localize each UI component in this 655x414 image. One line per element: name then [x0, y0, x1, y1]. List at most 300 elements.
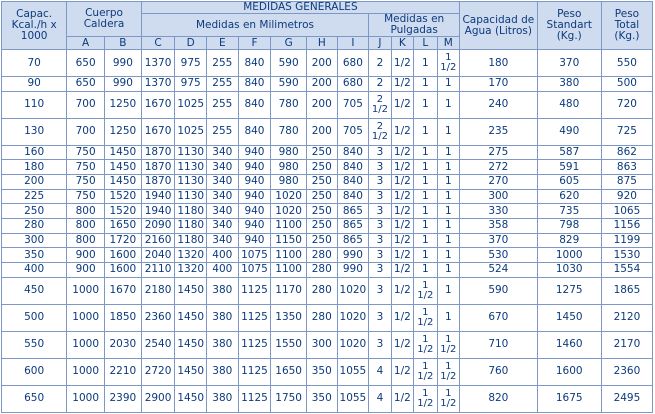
cell-d: 975: [175, 77, 207, 92]
header-col-f: F: [238, 37, 271, 50]
cell-agua: 670: [460, 304, 538, 331]
cell-h: 250: [306, 204, 337, 219]
cell-f: 940: [238, 218, 271, 233]
cell-f: 840: [238, 77, 271, 92]
cell-g: 1150: [271, 233, 307, 248]
header-peso-total: Peso Total (Kg.): [601, 2, 652, 50]
cell-f: 1125: [238, 385, 271, 412]
cell-c: 1670: [141, 118, 175, 145]
header-peso-standart: Peso Standart (Kg.): [537, 2, 601, 50]
cell-f: 840: [238, 50, 271, 77]
cell-cap: 250: [2, 204, 67, 219]
fraction-part: 1/2: [417, 316, 434, 328]
table-row: [2, 91, 653, 118]
cell-cap: 90: [2, 77, 67, 92]
cell-h: 250: [306, 233, 337, 248]
cell-k: 1/2: [391, 218, 413, 233]
cell-f: 840: [238, 118, 271, 145]
header-medidas-mm: Medidas en Milimetros: [141, 14, 368, 37]
cell-e: 380: [207, 304, 239, 331]
cell-h: 250: [306, 175, 337, 190]
cell-c: 2040: [141, 248, 175, 263]
cell-f: 940: [238, 160, 271, 175]
cell-h: 250: [306, 145, 337, 160]
cell-g: 1100: [271, 218, 307, 233]
cell-ps: 370: [537, 50, 601, 77]
cell-pt: 920: [601, 189, 652, 204]
table-row: [2, 358, 653, 385]
cell-ps: 1600: [537, 358, 601, 385]
fraction-whole: 1: [422, 333, 429, 345]
cell-i: 840: [337, 160, 369, 175]
cell-ps: 380: [537, 77, 601, 92]
cell-k: 1/2: [391, 262, 413, 277]
cell-e: 255: [207, 91, 239, 118]
cell-k: 1/2: [391, 189, 413, 204]
header-col-b: B: [105, 37, 142, 50]
cell-pt: 875: [601, 175, 652, 190]
cell-cap: 550: [2, 331, 67, 358]
table-row: [2, 189, 653, 204]
cell-a: 800: [67, 218, 105, 233]
fraction-whole: 1: [445, 387, 452, 399]
cell-cap: 70: [2, 50, 67, 77]
cell-cap: 400: [2, 262, 67, 277]
cell-b: 1520: [105, 204, 142, 219]
cell-agua: 270: [460, 175, 538, 190]
cell-m: 1: [437, 77, 460, 92]
cell-i: 1020: [337, 304, 369, 331]
cell-cap: 600: [2, 358, 67, 385]
header-medidas-pulg: Medidas en Pulgadas: [369, 14, 460, 37]
cell-j: 3: [369, 233, 391, 248]
cell-ps: 798: [537, 218, 601, 233]
cell-c: 2180: [141, 277, 175, 304]
cell-b: 1720: [105, 233, 142, 248]
header-col-d: D: [175, 37, 207, 50]
header-col-h: H: [306, 37, 337, 50]
cell-g: 1750: [271, 385, 307, 412]
table-row: [2, 160, 653, 175]
cell-a: 750: [67, 160, 105, 175]
cell-l: 1: [414, 218, 437, 233]
table-row: [2, 262, 653, 277]
cell-b: 1450: [105, 145, 142, 160]
cell-j: 3: [369, 160, 391, 175]
cell-c: 2090: [141, 218, 175, 233]
cell-g: 1100: [271, 248, 307, 263]
cell-g: 1170: [271, 277, 307, 304]
cell-b: 2030: [105, 331, 142, 358]
cell-g: 1650: [271, 358, 307, 385]
cell-b: 1600: [105, 262, 142, 277]
table-row: [2, 204, 653, 219]
cell-h: 280: [306, 277, 337, 304]
cell-j: [369, 118, 391, 145]
cell-pt: 725: [601, 118, 652, 145]
cell-e: 255: [207, 118, 239, 145]
cell-ps: 591: [537, 160, 601, 175]
cell-e: 340: [207, 160, 239, 175]
cell-pt: 720: [601, 91, 652, 118]
cell-a: 1000: [67, 277, 105, 304]
cell-d: 1320: [175, 248, 207, 263]
fraction-whole: 1: [422, 279, 429, 291]
cell-d: 1450: [175, 277, 207, 304]
cell-i: 840: [337, 175, 369, 190]
cell-e: 340: [207, 189, 239, 204]
fraction-whole: 1: [445, 360, 452, 372]
cell-agua: 358: [460, 218, 538, 233]
cell-ps: 587: [537, 145, 601, 160]
fraction-part: 1/2: [417, 397, 434, 409]
cell-k: 1/2: [391, 248, 413, 263]
cell-c: 1870: [141, 145, 175, 160]
cell-a: 900: [67, 248, 105, 263]
cell-cap: 225: [2, 189, 67, 204]
cell-d: 1180: [175, 204, 207, 219]
cell-f: 840: [238, 91, 271, 118]
cell-m: [437, 358, 460, 385]
cell-d: 1450: [175, 358, 207, 385]
cell-m: 1: [437, 233, 460, 248]
cell-k: 1/2: [391, 385, 413, 412]
fraction-part: 1/2: [440, 343, 457, 355]
cell-l: 1: [414, 145, 437, 160]
header-capacidad-agua: Capacidad de Agua (Litros): [460, 2, 538, 50]
cell-cap: 280: [2, 218, 67, 233]
cell-k: 1/2: [391, 77, 413, 92]
fraction-part: 1/2: [440, 370, 457, 382]
cell-pt: 863: [601, 160, 652, 175]
table-body: [2, 50, 653, 413]
cell-d: 1180: [175, 218, 207, 233]
cell-g: 1100: [271, 262, 307, 277]
cell-pt: 2360: [601, 358, 652, 385]
table-row: [2, 175, 653, 190]
cell-j: 3: [369, 175, 391, 190]
cell-i: 990: [337, 262, 369, 277]
cell-m: 1: [437, 262, 460, 277]
cell-agua: 275: [460, 145, 538, 160]
cell-ps: 1675: [537, 385, 601, 412]
cell-d: 1130: [175, 175, 207, 190]
fraction-whole: 1: [422, 306, 429, 318]
cell-e: 255: [207, 77, 239, 92]
cell-j: [369, 91, 391, 118]
cell-c: 2720: [141, 358, 175, 385]
cell-b: 1850: [105, 304, 142, 331]
cell-d: 1320: [175, 262, 207, 277]
cell-c: 2110: [141, 262, 175, 277]
cell-i: 1020: [337, 277, 369, 304]
cell-f: 1125: [238, 277, 271, 304]
cell-m: 1: [437, 218, 460, 233]
cell-c: 1370: [141, 77, 175, 92]
cell-pt: 1530: [601, 248, 652, 263]
cell-l: [414, 385, 437, 412]
cell-cap: 160: [2, 145, 67, 160]
cell-m: [437, 385, 460, 412]
cell-a: 750: [67, 145, 105, 160]
cell-l: [414, 304, 437, 331]
table-row: [2, 145, 653, 160]
cell-d: 1180: [175, 233, 207, 248]
cell-cap: 110: [2, 91, 67, 118]
fraction-part: 1/2: [417, 289, 434, 301]
cell-a: 750: [67, 175, 105, 190]
cell-h: 350: [306, 358, 337, 385]
cell-e: 340: [207, 145, 239, 160]
boiler-specs-table: [1, 1, 653, 413]
cell-a: 700: [67, 91, 105, 118]
cell-i: 865: [337, 218, 369, 233]
cell-b: 1600: [105, 248, 142, 263]
fraction-part: 1/2: [440, 62, 457, 74]
cell-i: 705: [337, 91, 369, 118]
cell-agua: 370: [460, 233, 538, 248]
table-row: [2, 331, 653, 358]
cell-d: 1130: [175, 189, 207, 204]
cell-g: 1020: [271, 204, 307, 219]
fraction-part: 1/2: [417, 370, 434, 382]
cell-e: 380: [207, 331, 239, 358]
table-row: [2, 50, 653, 77]
cell-b: 990: [105, 50, 142, 77]
cell-j: 4: [369, 358, 391, 385]
cell-d: 1025: [175, 91, 207, 118]
table-row: [2, 304, 653, 331]
cell-k: 1/2: [391, 91, 413, 118]
cell-k: 1/2: [391, 175, 413, 190]
header-col-c: C: [141, 37, 175, 50]
cell-h: 280: [306, 262, 337, 277]
cell-m: 1: [437, 277, 460, 304]
cell-a: 800: [67, 233, 105, 248]
cell-a: 1000: [67, 304, 105, 331]
cell-k: 1/2: [391, 304, 413, 331]
cell-j: 3: [369, 248, 391, 263]
cell-d: 1450: [175, 304, 207, 331]
cell-f: 940: [238, 204, 271, 219]
cell-c: 2900: [141, 385, 175, 412]
cell-k: 1/2: [391, 50, 413, 77]
cell-ps: 1000: [537, 248, 601, 263]
cell-b: 1450: [105, 160, 142, 175]
cell-i: 1020: [337, 331, 369, 358]
cell-pt: 2495: [601, 385, 652, 412]
cell-cap: 450: [2, 277, 67, 304]
fraction-part: 1/2: [371, 103, 388, 115]
cell-c: 1870: [141, 175, 175, 190]
cell-i: 680: [337, 77, 369, 92]
cell-e: 380: [207, 358, 239, 385]
cell-agua: 330: [460, 204, 538, 219]
cell-i: 680: [337, 50, 369, 77]
cell-c: 1670: [141, 91, 175, 118]
cell-f: 940: [238, 189, 271, 204]
table-row: [2, 118, 653, 145]
cell-g: 1350: [271, 304, 307, 331]
cell-j: 3: [369, 277, 391, 304]
cell-g: 980: [271, 175, 307, 190]
cell-a: 750: [67, 189, 105, 204]
cell-h: 250: [306, 160, 337, 175]
cell-d: 1450: [175, 331, 207, 358]
cell-pt: 1065: [601, 204, 652, 219]
cell-e: 255: [207, 50, 239, 77]
cell-cap: 350: [2, 248, 67, 263]
cell-cap: 130: [2, 118, 67, 145]
cell-f: 1125: [238, 331, 271, 358]
cell-a: 800: [67, 204, 105, 219]
cell-f: 940: [238, 145, 271, 160]
cell-m: 1: [437, 145, 460, 160]
table-header: [2, 2, 653, 50]
cell-pt: 2120: [601, 304, 652, 331]
cell-h: 200: [306, 91, 337, 118]
cell-j: 2: [369, 50, 391, 77]
cell-k: 1/2: [391, 145, 413, 160]
cell-g: 780: [271, 118, 307, 145]
cell-l: 1: [414, 189, 437, 204]
cell-f: 1125: [238, 358, 271, 385]
cell-k: 1/2: [391, 118, 413, 145]
cell-h: 280: [306, 248, 337, 263]
cell-agua: 180: [460, 50, 538, 77]
cell-e: 340: [207, 175, 239, 190]
cell-cap: 500: [2, 304, 67, 331]
cell-m: 1: [437, 160, 460, 175]
cell-k: 1/2: [391, 204, 413, 219]
cell-agua: 820: [460, 385, 538, 412]
cell-pt: 2170: [601, 331, 652, 358]
cell-ps: 735: [537, 204, 601, 219]
cell-f: 940: [238, 233, 271, 248]
cell-j: 3: [369, 331, 391, 358]
fraction-part: 1/2: [417, 343, 434, 355]
cell-f: 1075: [238, 262, 271, 277]
cell-d: 1025: [175, 118, 207, 145]
cell-j: 2: [369, 77, 391, 92]
cell-agua: 760: [460, 358, 538, 385]
cell-c: 1870: [141, 160, 175, 175]
cell-a: 1000: [67, 331, 105, 358]
cell-d: 1450: [175, 385, 207, 412]
cell-i: 865: [337, 233, 369, 248]
cell-g: 1550: [271, 331, 307, 358]
cell-l: 1: [414, 50, 437, 77]
cell-b: 990: [105, 77, 142, 92]
cell-cap: 180: [2, 160, 67, 175]
cell-b: 1650: [105, 218, 142, 233]
cell-h: 250: [306, 189, 337, 204]
cell-a: 1000: [67, 358, 105, 385]
cell-l: [414, 358, 437, 385]
cell-l: 1: [414, 204, 437, 219]
cell-g: 980: [271, 160, 307, 175]
cell-j: 3: [369, 145, 391, 160]
table-row: [2, 77, 653, 92]
cell-g: 980: [271, 145, 307, 160]
cell-c: 2160: [141, 233, 175, 248]
cell-m: [437, 50, 460, 77]
fraction-whole: 1: [422, 360, 429, 372]
cell-l: [414, 277, 437, 304]
cell-h: 200: [306, 77, 337, 92]
fraction-part: 1/2: [440, 397, 457, 409]
cell-e: 400: [207, 262, 239, 277]
cell-l: 1: [414, 233, 437, 248]
cell-i: 865: [337, 204, 369, 219]
cell-cap: 200: [2, 175, 67, 190]
cell-g: 780: [271, 91, 307, 118]
cell-j: 3: [369, 204, 391, 219]
cell-cap: 300: [2, 233, 67, 248]
cell-j: 3: [369, 218, 391, 233]
cell-pt: 862: [601, 145, 652, 160]
cell-b: 1520: [105, 189, 142, 204]
cell-e: 380: [207, 277, 239, 304]
cell-f: 940: [238, 175, 271, 190]
cell-j: 4: [369, 385, 391, 412]
cell-g: 590: [271, 50, 307, 77]
cell-a: 650: [67, 50, 105, 77]
cell-cap: 650: [2, 385, 67, 412]
header-medidas-generales: MEDIDAS GENERALES: [141, 2, 459, 14]
cell-pt: 1156: [601, 218, 652, 233]
cell-i: 990: [337, 248, 369, 263]
cell-agua: 530: [460, 248, 538, 263]
cell-ps: 1030: [537, 262, 601, 277]
fraction-whole: 2: [376, 93, 384, 105]
cell-e: 400: [207, 248, 239, 263]
cell-b: 1250: [105, 91, 142, 118]
cell-h: 280: [306, 304, 337, 331]
cell-a: 700: [67, 118, 105, 145]
cell-b: 2390: [105, 385, 142, 412]
cell-d: 975: [175, 50, 207, 77]
cell-agua: 300: [460, 189, 538, 204]
cell-ps: 480: [537, 91, 601, 118]
cell-m: 1: [437, 189, 460, 204]
header-cuerpo: Cuerpo Caldera: [67, 2, 141, 37]
cell-k: 1/2: [391, 160, 413, 175]
cell-ps: 1450: [537, 304, 601, 331]
cell-e: 340: [207, 218, 239, 233]
header-col-k: K: [391, 37, 413, 50]
cell-i: 1055: [337, 385, 369, 412]
cell-h: 350: [306, 385, 337, 412]
cell-k: 1/2: [391, 233, 413, 248]
cell-pt: 1199: [601, 233, 652, 248]
cell-agua: 590: [460, 277, 538, 304]
cell-agua: 524: [460, 262, 538, 277]
cell-h: 200: [306, 50, 337, 77]
cell-l: 1: [414, 160, 437, 175]
cell-g: 1020: [271, 189, 307, 204]
fraction-whole: 1: [445, 333, 452, 345]
cell-a: 900: [67, 262, 105, 277]
cell-ps: 1460: [537, 331, 601, 358]
cell-b: 1450: [105, 175, 142, 190]
cell-ps: 1275: [537, 277, 601, 304]
header-col-a: A: [67, 37, 105, 50]
cell-c: 1940: [141, 189, 175, 204]
header-col-l: L: [414, 37, 437, 50]
table-row: [2, 233, 653, 248]
header-col-i: I: [337, 37, 369, 50]
